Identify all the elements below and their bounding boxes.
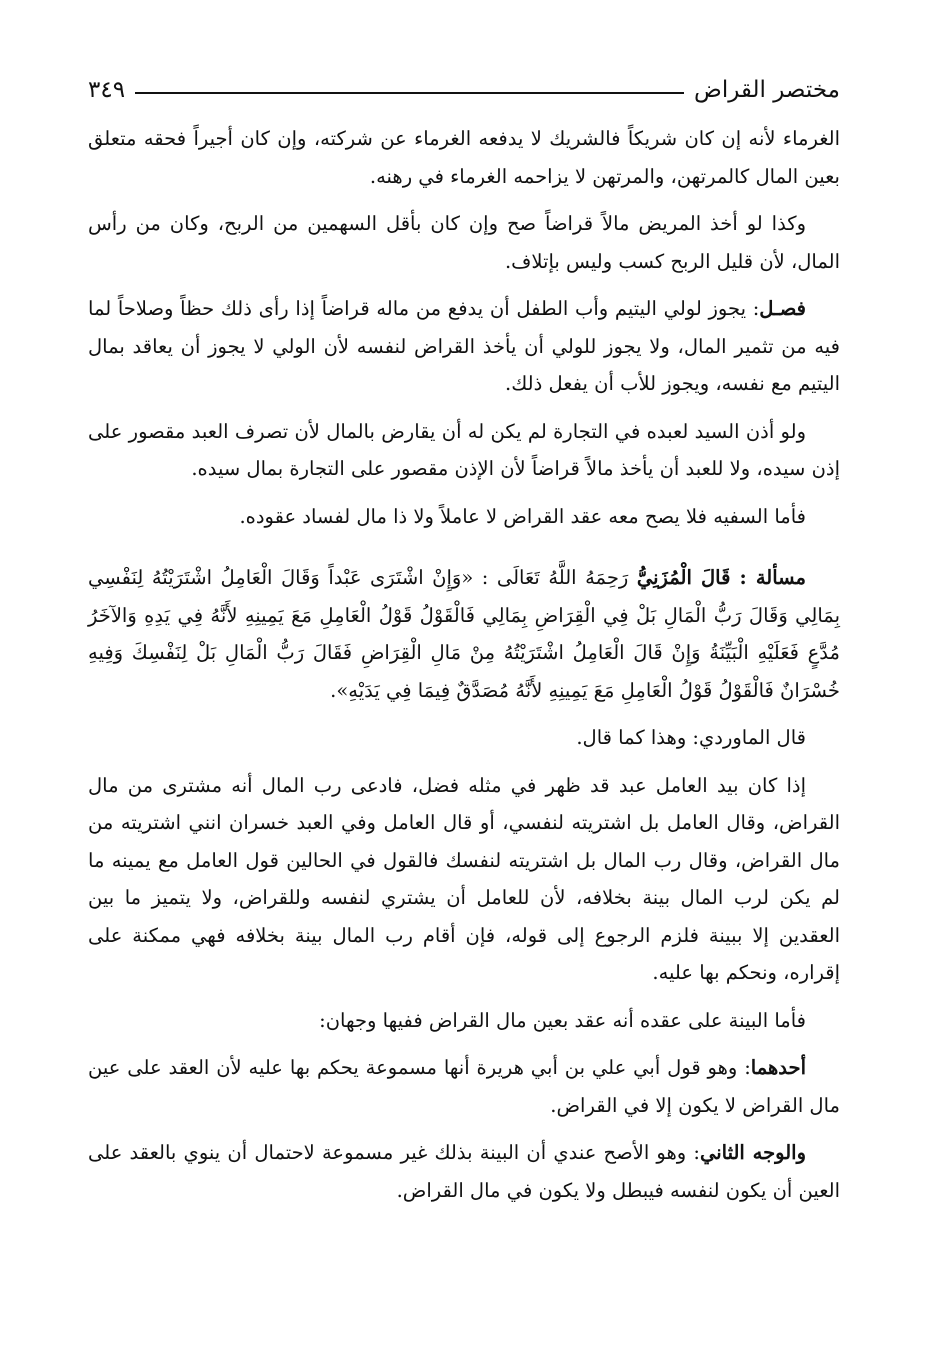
paragraph-text: فأما السفيه فلا يصح معه عقد القراض لا عاملاً ولا ذا مال لفساد عقوده. [239, 504, 806, 528]
paragraph-text: : وهو الأصح عندي أن البينة بذلك غير مسموعة لاحتمال أن ينوي بالعقد على العين أن يكون لنفسه فيبطل ولا يكون في مال القراض. [88, 1141, 840, 1202]
body-text [88, 120, 840, 1219]
paragraph-text: : وهو قول أبي علي بن أبي هريرة أنها مسموعة يحكم بها عليه لأن العقد على عين مال القراض لا يكون إلا في القراض. [88, 1056, 840, 1117]
paragraph-section [88, 290, 840, 403]
paragraph [88, 767, 840, 992]
paragraph [88, 205, 840, 280]
paragraph-text: : يجوز لولي اليتيم وأب الطفل أن يدفع من ماله قراضاً إذا رأى ذلك حظاً وصلاحاً لما فيه من تثمير المال، ولا يجوز للولي أن يأخذ القراض لنفسه لأن الولي لا يجوز أن يعاقد بمال اليتيم مع نفسه، ويجوز للأب أن يفعل ذلك. [88, 297, 840, 395]
paragraph-text: فأما البينة على عقده أنه عقد بعين مال القراض ففيها وجهان: [319, 1008, 806, 1032]
paragraph [88, 719, 840, 757]
masala-paragraph [88, 559, 840, 709]
running-header [88, 72, 840, 108]
first-view-heading: أحدهما [750, 1056, 806, 1079]
paragraph-first-view [88, 1049, 840, 1124]
paragraph-second-view [88, 1134, 840, 1209]
paragraph [88, 498, 840, 536]
paragraph [88, 413, 840, 488]
paragraph-text: ولو أذن السيد لعبده في التجارة لم يكن له أن يقارض بالمال لأن تصرف العبد مقصور على إذن سيده، ولا للعبد أن يأخذ مالاً قراضاً لأن الإذن مقصور على التجارة بمال سيده. [88, 419, 840, 480]
paragraph-text: إذا كان بيد العامل عبد قد ظهر في مثله فضل، فادعى رب المال أنه مشترى من مال القراض، وقال العامل بل اشتريته لنفسي، أو قال العامل وفي العبد خسران انني اشتريته من مال القراض، وقال رب المال بل اشتريته لنفسك فالقول في الحالين قول العامل مع يمينه ما لم يكن لرب المال بينة بخلافه، لأن للعامل أن يشتري لنفسه وللقراض، ولا يتميز ما بين العقدين إلا ببينة فلزم الرجوع إلى قوله، فإن أقام رب المال بينة بخلافه فهي ممكنة على إقراره، ونحكم بها عليه. [88, 773, 840, 984]
section-heading-fasl: فصـل [759, 297, 806, 320]
masala-quote: رَحِمَهُ اللَّهُ تَعَالَى : «وَإِنْ اشْتَرَى عَبْداً وَقَالَ الْعَامِلُ اشْتَرَيْتُهُ لِنَفْسِي بِمَالِي وَقَالَ رَبُّ الْمَالِ بَلْ فِي الْقِرَاضِ بِمَالِي فَالْقَوْلُ قَوْلُ الْعَامِلِ مَعَ يَمِينِهِ لأَنَّهُ فِي يَدِهِ وَالآخَرُ مُدَّعٍ فَعَلَيْهِ الْبَيِّنَةُ وَإِنْ قَالَ الْعَامِلُ اشْتَرَيْتُهُ مِنْ مَالِ الْقِرَاضِ فَقَالَ رَبُّ الْمَالِ بَلْ لِنَفْسِكَ وَفِيهِ خُسْرَانٌ فَالْقَوْلُ قَوْلُ الْعَامِلِ مَعَ يَمِينِهِ لأَنَّهُ مُصَدَّقٌ فِيمَا فِي يَدَيْهِ». [88, 566, 840, 702]
header-rule [135, 92, 684, 94]
second-view-heading: والوجه الثاني [699, 1141, 806, 1164]
page-number: ٣٤٩ [88, 77, 126, 103]
paragraph [88, 1002, 840, 1040]
masala-heading: مسألة : قَالَ الْمُزَنِيُّ [636, 566, 806, 589]
paragraph [88, 120, 840, 195]
paragraph-text: الغرماء لأنه إن كان شريكاً فالشريك لا يدفعه الغرماء عن شركته، وإن كان أجيراً فحقه متعلق بعين المال كالمرتهن، والمرتهن لا يزاحمه الغرماء في رهنه. [88, 127, 840, 188]
header-title: مختصر القراض [694, 77, 840, 103]
paragraph-text: قال الماوردي: وهذا كما قال. [576, 726, 806, 749]
paragraph-text: وكذا لو أخذ المريض مالاً قراضاً صح وإن كان بأقل السهمين من الربح، وكان من رأس المال، لأن قليل الربح كسب وليس بإتلاف. [88, 212, 840, 273]
